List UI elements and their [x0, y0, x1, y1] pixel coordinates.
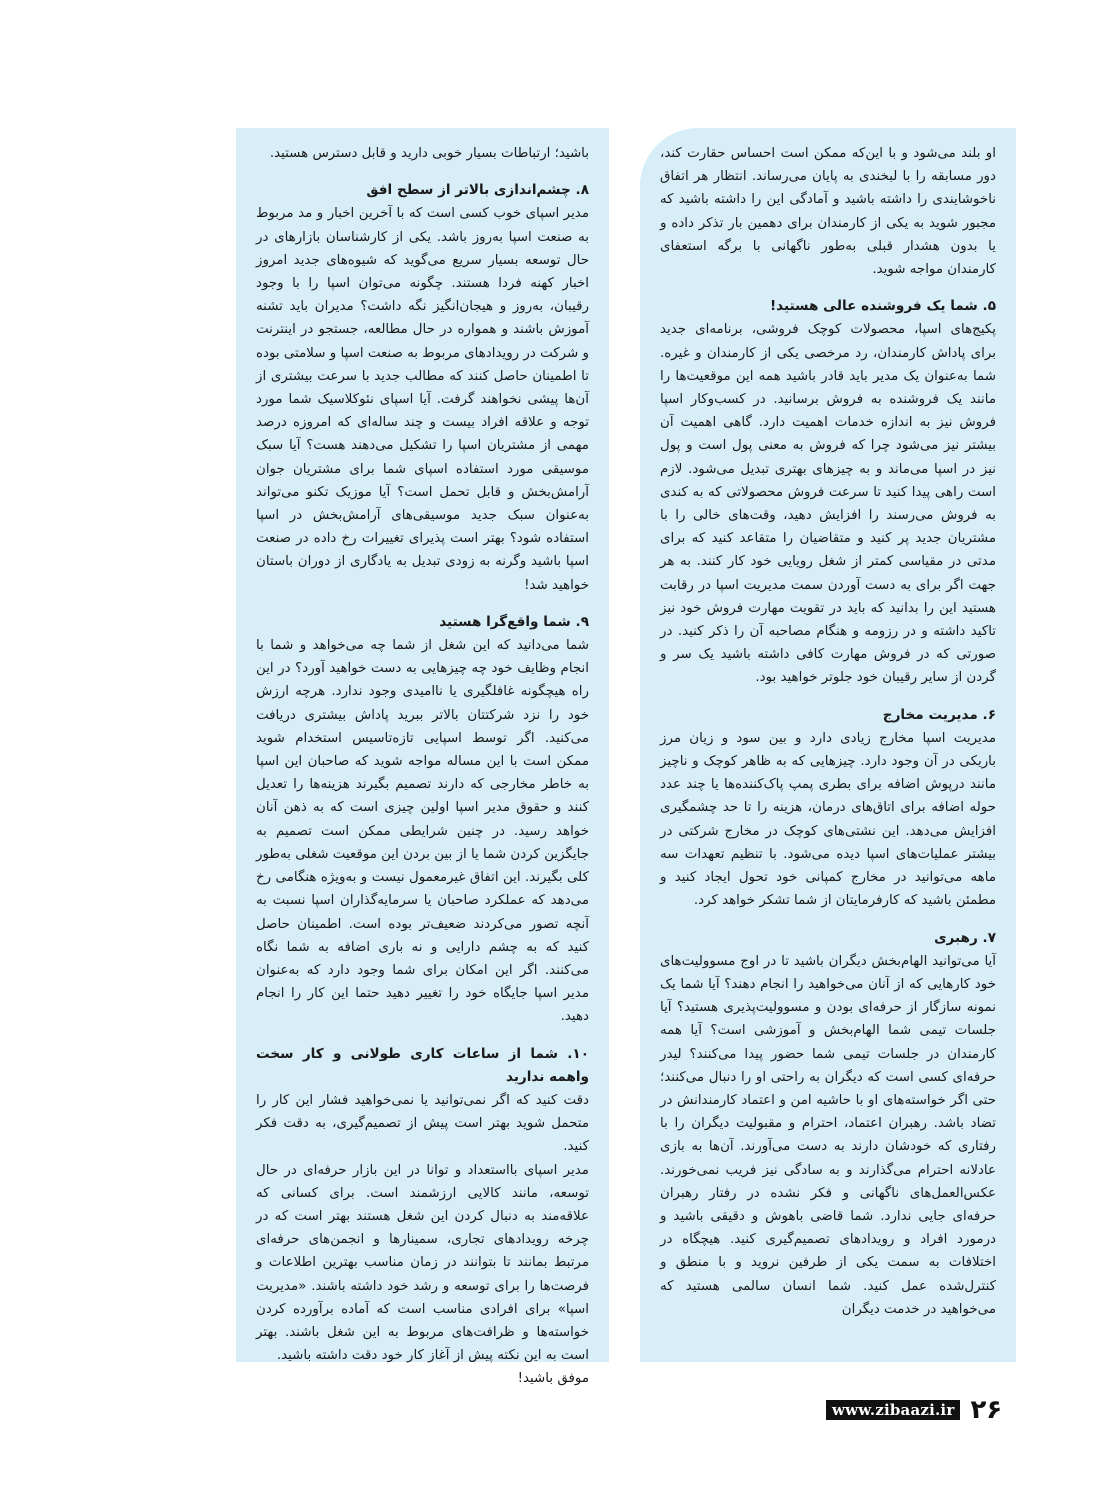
- left-column: [236, 128, 609, 1387]
- section-5-body: پکیج‌های اسپا، محصولات کوچک فروشی، برنامه‌ای جدید برای پاداش کارمندان، رد مرخصی یکی از کارمندان و غیره. شما به‌عنوان یک مدیر باید قادر باشید همه این موقعیت‌ها را مانند یک فروشنده به فروش برسانید. در کسب‌وکار اسپا فروش نیز به اندازه خدمات اهمیت دارد. گاهی اهمیت آن بیشتر نیز می‌شود چرا که فروش به معنی پول است و پول نیز در اسپا می‌ماند و به چیزهای بهتری تبدیل می‌شود. لازم است راهی پیدا کنید تا سرعت فروش محصولاتی که به کندی به فروش می‌رسند را افزایش دهید، وقت‌های خالی را با مشتریان جدید پر کنید و متقاضیان را متقاعد کنید که برای مدتی در مقیاسی کمتر از شغل رویایی خود کار کنند. به هر جهت اگر برای به دست آوردن سمت مدیریت اسپا در رقابت هستید این را بدانید که باید در تقویت مهارت فروش خود نیز تاکید داشته و در رزومه و هنگام مصاحبه آن را ذکر کنید. در صورتی که در فروش مهارت کافی داشته باشید یک سر و گردن از سایر رقیبان خود جلوتر خواهید بود.: [660, 322, 996, 686]
- section-6-body: مدیریت اسپا مخارج زیادی دارد و بین سود و زیان مرز باریکی در آن وجود دارد. چیزهایی که به ظاهر کوچک و ناچیز مانند درپوش اضافه برای بطری پمپ پاک‌کننده‌ها یا چند عدد حوله اضافه برای اتاق‌های درمان، هزینه را تا حد چشمگیری افزایش می‌دهد. این نشتی‌های کوچک در مخارج شرکتی در بیشتر عملیات‌های اسپا دیده می‌شود. با تنظیم تعهدات سه ماهه می‌توانید در مخارج کمپانی خود تحول ایجاد کنید و مطمئن باشید که کارفرمایتان از شما تشکر خواهد کرد.: [660, 730, 996, 909]
- section-8-body: مدیر اسپای خوب کسی است که با آخرین اخبار و مد مربوط به صنعت اسپا به‌روز باشد. یکی از کارشناسان بازارهای در حال توسعه بسیار سریع می‌گوید که شیوه‌های جدید امروز اخبار کهنه فردا هستند. چگونه می‌توان اسپا را با وجود رقیبان، به‌روز و هیجان‌انگیز نگه داشت؟ مدیران باید تشنه آموزش باشند و همواره در حال مطالعه، جستجو در اینترنت و شرکت در رویدادهای مربوط به صنعت اسپا و سلامتی بوده تا اطمینان حاصل کنند که مطالب جدید با سرعت بیشتری از آن‌ها پیشی نخواهند گرفت. آیا اسپای نئوکلاسیک شما مورد توجه و علاقه افراد بیست و چند ساله‌ای که امروزه درصد مهمی از مشتریان اسپا را تشکیل می‌دهند هست؟ آیا سبک موسیقی مورد استفاده اسپای شما برای مشتریان جوان آرامش‌بخش و قابل تحمل است؟ آیا موزیک تکنو می‌تواند به‌عنوان سبک جدید موسیقی‌های آرامش‌بخش در اسپا استفاده شود؟ بهتر است پذیرای تغییرات رخ داده در صنعت اسپا باشید وگرنه به زودی تبدیل به یادگاری از دوران باستان خواهید شد!: [256, 206, 589, 593]
- section-7-heading: ۷. رهبری: [934, 929, 996, 946]
- section-7-body: آیا می‌توانید الهام‌بخش دیگران باشید تا در اوج مسوولیت‌های خود کارهایی که از آنان می‌خواهید را انجام دهند؟ آیا شما یک نمونه سازگار از حرفه‌ای بودن و مسوولیت‌پذیری هستید؟ آیا جلسات تیمی شما الهام‌بخش و آموزشی است؟ آیا همه کارمندان در جلسات تیمی شما حضور پیدا می‌کنند؟ لیدر حرفه‌ای کسی است که دیگران به راحتی او را دنبال می‌کنند؛ حتی اگر خواسته‌های او با حاشیه امن و اعتماد کارمندانش در تضاد باشد. رهبران اعتماد، احترام و مقبولیت دیگران را با رفتاری که خودشان دارند به دست می‌آورند. آن‌ها به بازی عادلانه احترام می‌گذارند و به سادگی نیز فریب نمی‌خورند. عکس‌العمل‌های ناگهانی و فکر نشده در رفتار رهبران حرفه‌ای جایی ندارد. شما قاضی باهوش و دقیقی باشید و درمورد افراد و رویدادهای تصمیم‌گیری کنید. هیچگاه در اختلافات به سمت یکی از طرفین نروید و با منطق و کنترل‌شده عمل کنید. شما انسان سالمی هستید که می‌خواهید در خدمت دیگران: [660, 953, 996, 1317]
- section-10-body-1: دقت کنید که اگر نمی‌توانید یا نمی‌خواهید فشار این کار را متحمل شوید بهتر است پیش از تصمیم‌گیری، به دقت فکر کنید.: [256, 1092, 589, 1155]
- section-10-heading: ۱۰. شما از ساعات کاری طولانی و کار سخت واهمه ندارید: [256, 1045, 589, 1085]
- right-intro-paragraph: او بلند می‌شود و با این‌که ممکن است احساس حقارت کند، دور مسابقه را با لبخندی به پایان می‌رساند. انتظار هر اتفاق ناخوشایندی را داشته باشید و آمادگی این را داشته باشید که مجبور شوید به یکی از کارمندان برای دهمین بار تذکر داده و یا بدون هشدار قبلی به‌طور ناگهانی با برگه استعفای کارمندان مواجه شوید.: [660, 146, 996, 278]
- section-9-body: شما می‌دانید که این شغل از شما چه می‌خواهد و شما با انجام وظایف خود چه چیزهایی به دست خواهید آورد؟ در این راه هیچگونه غافلگیری یا ناامیدی وجود ندارد. هرچه ارزش خود را نزد شرکتتان بالاتر ببرید پاداش بیشتری دریافت می‌کنید. اگر توسط اسپایی تازه‌تاسیس استخدام شوید ممکن است با این مساله مواجه شوید که صاحبان این اسپا به خاطر مخارجی که دارند تصمیم بگیرند هزینه‌ها را تعدیل کنند و حقوق مدیر اسپا اولین چیزی است که به ذهن آنان خواهد رسید. در چنین شرایطی ممکن است تصمیم به جایگزین کردن شما یا از بین بردن این موقعیت شغلی به‌طور کلی بگیرند. این اتفاق غیرمعمول نیست و به‌ویژه هنگامی رخ می‌دهد که عملکرد صاحبان یا سرمایه‌گذاران اسپا نسبت به آنچه تصور می‌کردند ضعیف‌تر بوده است. اطمینان حاصل کنید که به چشم دارایی و نه باری اضافه به شما نگاه می‌کنند. اگر این امکان برای شما وجود دارد که به‌عنوان مدیر اسپا جایگاه خود را تغییر دهید حتما این کار را انجام دهید.: [256, 638, 589, 1025]
- section-6-heading: ۶. مدیریت مخارج: [882, 706, 996, 723]
- page-number: ۲۶: [970, 1395, 1003, 1425]
- closing-line: موفق باشید!: [517, 1371, 589, 1387]
- page-footer: [826, 1397, 1002, 1423]
- section-10-body-2: مدیر اسپای بااستعداد و توانا در این بازار حرفه‌ای در حال توسعه، مانند کالایی ارزشمند است. برای کسانی که علاقه‌مند به دنبال کردن این شغل هستند بهتر است که در چرخه رویدادهای تجاری، سمینارها و انجمن‌های حرفه‌ای مرتبط بمانند تا بتوانند در زمان مناسب بهترین اطلاعات و فرصت‌ها را برای توسعه و رشد خود داشته باشند. «مدیریت اسپا» برای افرادی مناسب است که آماده برآورده کردن خواسته‌ها و ظرافت‌های مربوط به این شغل باشند. بهتر است به این نکته پیش از آغاز کار خود دقت داشته باشید.: [256, 1162, 589, 1364]
- right-column: [640, 128, 1016, 1362]
- section-5-heading: ۵. شما یک فروشنده عالی هستید!: [769, 298, 996, 315]
- website-url[interactable]: www.zibaazi.ir: [826, 1400, 960, 1420]
- left-intro-paragraph: باشید؛ ارتباطات بسیار خوبی دارید و قابل دسترس هستید.: [269, 146, 589, 161]
- section-8-heading: ۸. چشم‌اندازی بالاتر از سطح افق: [366, 182, 589, 199]
- section-9-heading: ۹. شما واقع‌گرا هستید: [439, 613, 589, 630]
